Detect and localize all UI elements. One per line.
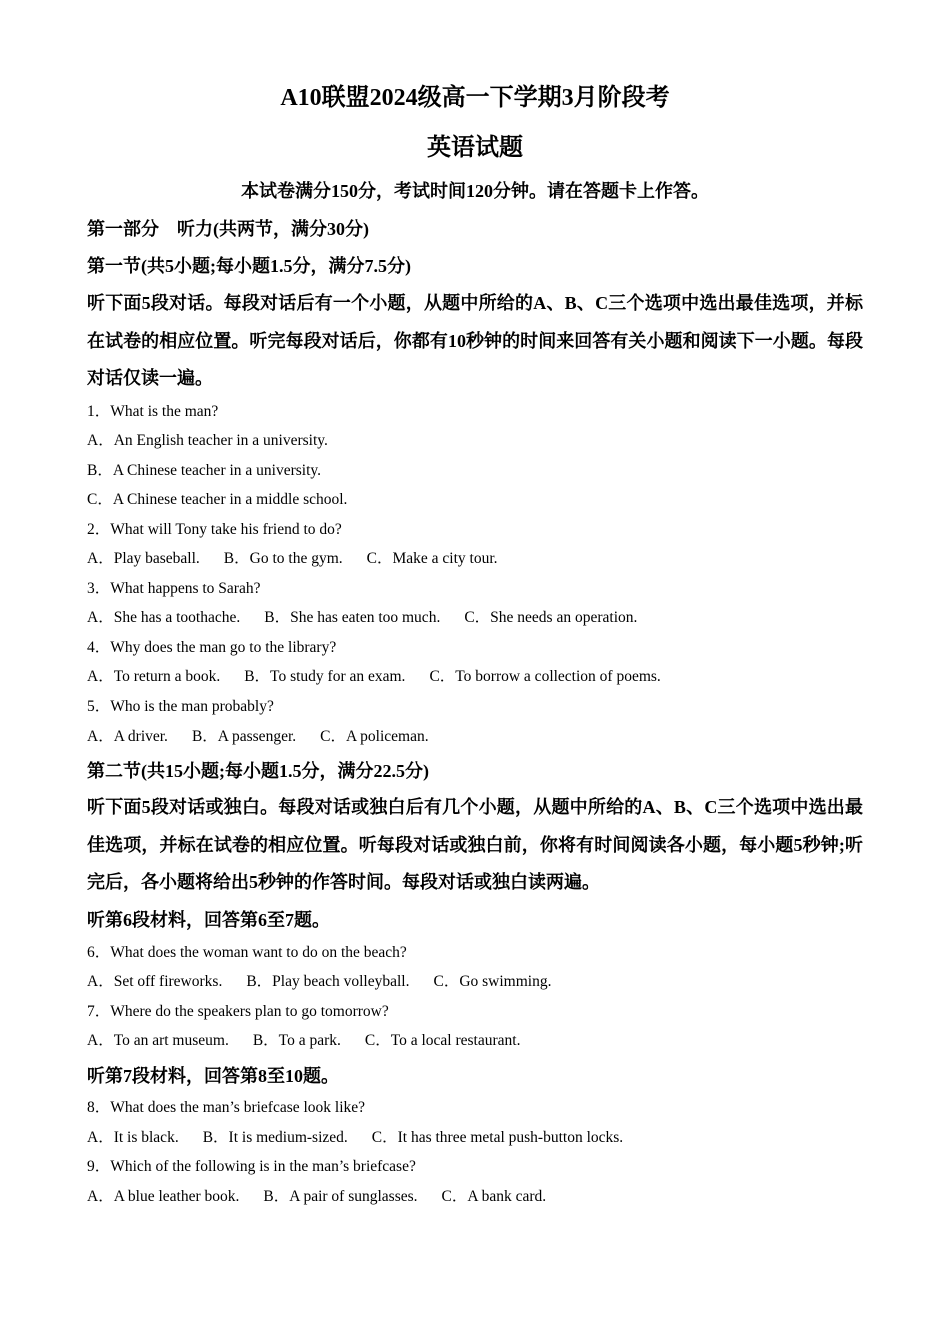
question-1-option-a: A．An English teacher in a university. (87, 432, 328, 449)
question-9-option-a: A．A blue leather book. (87, 1188, 240, 1205)
question-6-stem: 6．What does the woman want to do on the beach? (87, 944, 407, 961)
question-3-option-a: A．She has a toothache. (87, 609, 241, 626)
material-7-heading: 听第7段材料，回答第8至10题。 (87, 1066, 339, 1086)
section2-instructions: 听下面5段对话或独白。每段对话或独白后有几个小题，从题中所给的A、B、C三个选项中选出最佳选项，并标在试卷的相应位置。听每段对话或独白前，你将有时间阅读各小题，每小题5秒钟;听完后，各小题将给出5秒钟的作答时间。每段对话或独白读两遍。 (87, 797, 863, 892)
question-9-options (87, 1187, 863, 1207)
question-6-option-c: C．Go swimming. (433, 973, 552, 990)
question-8-option-b: B．It is medium-sized. (202, 1129, 348, 1146)
exam-subtitle: 英语试题 (427, 135, 523, 161)
question-5-options (87, 727, 863, 747)
question-4-stem: 4．Why does the man go to the library? (87, 639, 337, 656)
question-8-options (87, 1128, 863, 1148)
question-7-option-c: C．To a local restaurant. (364, 1032, 521, 1049)
question-7-options (87, 1031, 863, 1051)
question-2-option-c: C．Make a city tour. (366, 550, 498, 567)
question-4-options (87, 667, 863, 687)
question-9-option-c: C．A bank card. (441, 1188, 547, 1205)
question-3-options (87, 608, 863, 628)
question-2-options (87, 549, 863, 569)
question-6-option-a: A．Set off fireworks. (87, 973, 223, 990)
question-8-option-c: C．It has three metal push-button locks. (371, 1129, 624, 1146)
question-3-option-b: B．She has eaten too much. (264, 609, 441, 626)
question-7-option-b: B．To a park. (252, 1032, 341, 1049)
part1-heading: 第一部分 听力(共两节，满分30分) (87, 219, 369, 239)
question-7-stem: 7．Where do the speakers plan to go tomorrow? (87, 1003, 389, 1020)
question-4-option-c: C．To borrow a collection of poems. (429, 668, 661, 685)
question-5-option-a: A．A driver. (87, 728, 168, 745)
question-2-option-a: A．Play baseball. (87, 550, 200, 567)
material-6-heading: 听第6段材料，回答第6至7题。 (87, 910, 330, 930)
question-9-option-b: B．A pair of sunglasses. (263, 1188, 418, 1205)
question-4-option-a: A．To return a book. (87, 668, 221, 685)
question-8-stem: 8．What does the man’s briefcase look like? (87, 1099, 366, 1116)
question-8-option-a: A．It is black. (87, 1129, 179, 1146)
question-4-option-b: B．To study for an exam. (244, 668, 406, 685)
question-2-stem: 2．What will Tony take his friend to do? (87, 521, 342, 538)
question-1-option-c: C．A Chinese teacher in a middle school. (87, 491, 348, 508)
question-1-option-b: B．A Chinese teacher in a university. (87, 462, 322, 479)
question-7-option-a: A．To an art museum. (87, 1032, 229, 1049)
question-6-options (87, 972, 863, 992)
section1-instructions: 听下面5段对话。每段对话后有一个小题，从题中所给的A、B、C三个选项中选出最佳选项，并标在试卷的相应位置。听完每段对话后，你都有10秒钟的时间来回答有关小题和阅读下一小题。每段对话仅读一遍。 (87, 293, 863, 388)
question-2-option-b: B．Go to the gym. (223, 550, 343, 567)
question-9-stem: 9．Which of the following is in the man’s briefcase? (87, 1158, 416, 1175)
question-3-option-c: C．She needs an operation. (464, 609, 638, 626)
question-6-option-b: B．Play beach volleyball. (246, 973, 410, 990)
question-5-option-c: C．A policeman. (320, 728, 429, 745)
question-5-stem: 5．Who is the man probably? (87, 698, 274, 715)
question-1-stem: 1．What is the man? (87, 403, 219, 420)
question-5-option-b: B．A passenger. (191, 728, 297, 745)
question-3-stem: 3．What happens to Sarah? (87, 580, 261, 597)
section2-heading: 第二节(共15小题;每小题1.5分，满分22.5分) (87, 761, 429, 781)
exam-title: A10联盟2024级高一下学期3月阶段考 (280, 85, 670, 111)
exam-note: 本试卷满分150分，考试时间120分钟。请在答题卡上作答。 (241, 181, 709, 201)
section1-heading: 第一节(共5小题;每小题1.5分，满分7.5分) (87, 256, 411, 276)
